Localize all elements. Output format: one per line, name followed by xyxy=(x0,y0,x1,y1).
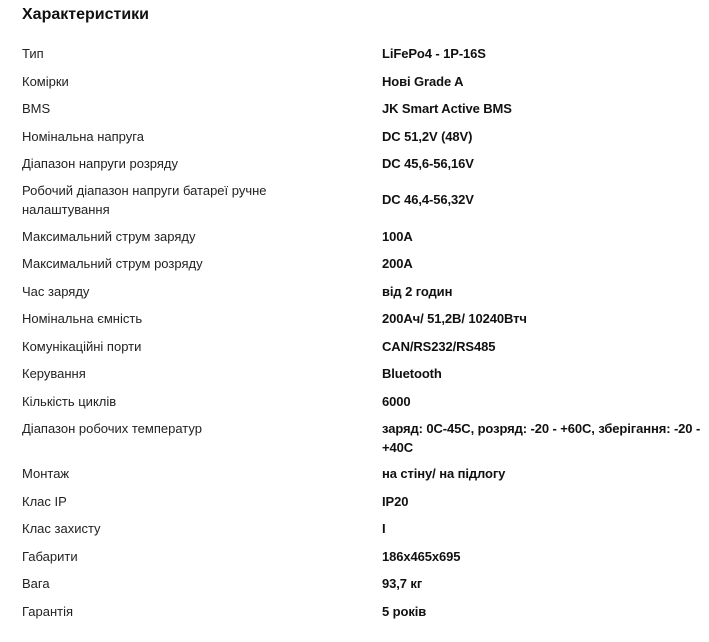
spec-label: Діапазон напруги розряду xyxy=(22,156,179,171)
spec-row-cycles xyxy=(22,388,702,416)
spec-label: Гарантія xyxy=(22,603,74,619)
spec-value: 200A xyxy=(382,256,413,271)
spec-label: Комірки xyxy=(22,73,69,89)
spec-row-nominal-voltage xyxy=(22,123,702,151)
spec-value: 6000 xyxy=(382,393,411,409)
spec-value: CAN/RS232/RS485 xyxy=(382,338,496,354)
spec-value: 5 років xyxy=(382,603,427,619)
spec-row-bms xyxy=(22,95,702,123)
spec-value: 200Ач/ 51,2В/ 10240Втч xyxy=(382,311,527,326)
spec-value: Bluetooth xyxy=(382,366,442,381)
spec-label: Номінальна ємність xyxy=(22,311,143,326)
spec-value: JK Smart Active BMS xyxy=(382,101,512,116)
spec-label: Клас IP xyxy=(22,493,67,509)
spec-row-charge-time xyxy=(22,278,702,306)
spec-row-dimensions xyxy=(22,543,702,571)
spec-value: LiFePo4 - 1P-16S xyxy=(382,46,486,61)
spec-label: Вага xyxy=(22,576,50,591)
spec-row-cells xyxy=(22,68,702,96)
spec-value: DC 51,2V (48V) xyxy=(382,128,473,144)
spec-label: Робочий діапазон напруги батареї ручне налаштування xyxy=(22,182,267,217)
spec-row-temp-range xyxy=(22,415,702,460)
spec-label: Діапазон робочих температур xyxy=(22,421,202,436)
spec-row-comm-ports xyxy=(22,333,702,361)
spec-value: заряд: 0C-45C, розряд: -20 - +60C, зберігання: -20 - +40C xyxy=(382,421,701,455)
spec-label: Номінальна напруга xyxy=(22,128,144,144)
spec-label: BMS xyxy=(22,101,51,116)
spec-label: Монтаж xyxy=(22,466,70,481)
spec-value: від 2 годин xyxy=(382,283,453,299)
specs-table xyxy=(22,40,702,625)
spec-row-max-discharge-current xyxy=(22,250,702,278)
spec-label: Максимальний струм заряду xyxy=(22,228,196,244)
section-title: Характеристики xyxy=(22,6,150,23)
spec-label: Комунікаційні порти xyxy=(22,338,142,354)
spec-value: IP20 xyxy=(382,493,409,509)
spec-row-warranty xyxy=(22,598,702,626)
spec-row-mounting xyxy=(22,460,702,488)
spec-row-ip-class xyxy=(22,488,702,516)
spec-value: Нові Grade A xyxy=(382,73,464,89)
spec-label: Кількість циклів xyxy=(22,393,117,409)
spec-label: Час заряду xyxy=(22,283,90,299)
spec-row-type xyxy=(22,40,702,68)
spec-value: на стіну/ на підлогу xyxy=(382,466,506,481)
spec-row-weight xyxy=(22,570,702,598)
spec-value: DC 45,6-56,16V xyxy=(382,156,474,171)
spec-label: Тип xyxy=(22,46,44,61)
spec-row-operating-range xyxy=(22,178,702,223)
spec-label: Максимальний струм розряду xyxy=(22,256,203,271)
spec-value: DC 46,4-56,32V xyxy=(382,192,474,207)
spec-label: Керування xyxy=(22,366,86,381)
spec-label: Клас захисту xyxy=(22,521,101,536)
spec-value: 100A xyxy=(382,228,413,244)
spec-value: I xyxy=(382,521,386,536)
spec-row-nominal-capacity xyxy=(22,305,702,333)
spec-row-discharge-range xyxy=(22,150,702,178)
spec-label: Габарити xyxy=(22,548,78,564)
spec-row-max-charge-current xyxy=(22,223,702,251)
spec-value: 186x465x695 xyxy=(382,548,461,564)
spec-value: 93,7 кг xyxy=(382,576,423,591)
spec-row-protection-class xyxy=(22,515,702,543)
spec-row-control xyxy=(22,360,702,388)
